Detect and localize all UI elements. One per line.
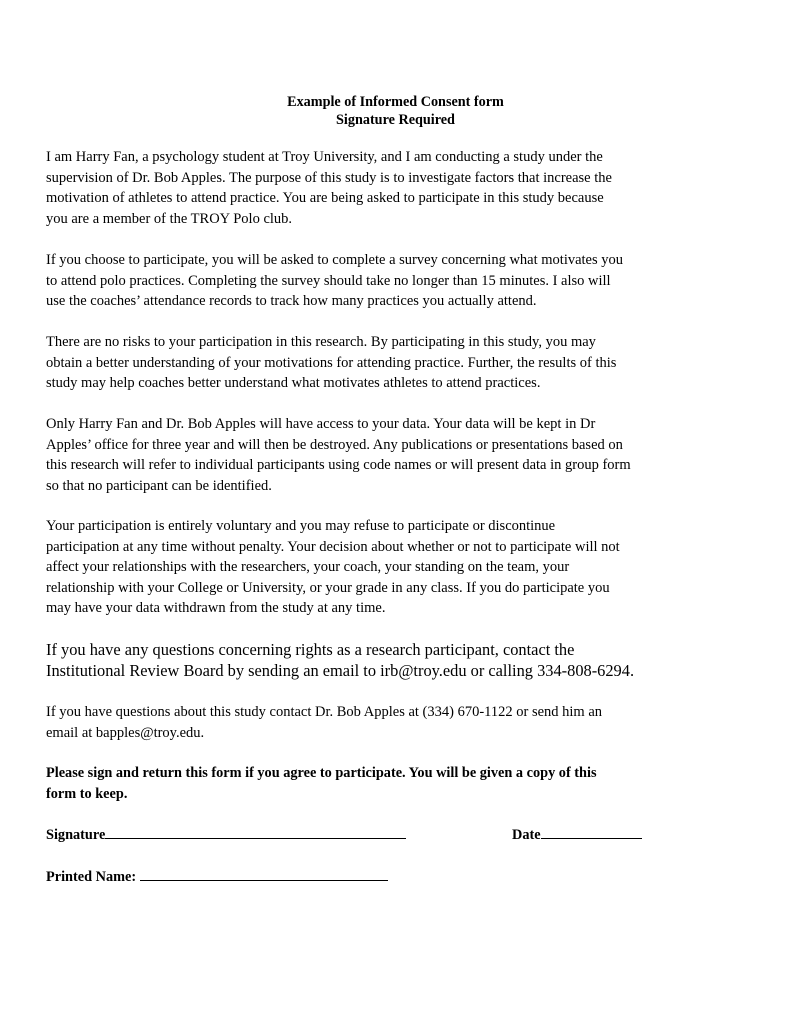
text-line: this research will refer to individual participants using code names or will present data in group form <box>46 457 631 474</box>
paragraph-risks-benefits <box>46 332 686 394</box>
text-line: Please sign and return this form if you agree to participate. You will be given a copy of this <box>46 765 597 781</box>
text-line: motivation of athletes to attend practice. You are being asked to participate in this study because <box>46 190 604 207</box>
date-row <box>512 826 642 844</box>
text-line: email at bapples@troy.edu. <box>46 724 205 741</box>
text-line: affect your relationships with the researchers, your coach, your standing on the team, your <box>46 559 570 576</box>
paragraph-procedure <box>46 250 686 312</box>
text-line: Your participation is entirely voluntary and you may refuse to participate or discontinue <box>46 518 556 534</box>
paragraph-confidentiality <box>46 414 686 496</box>
text-line: study may help coaches better understand what motivates athletes to attend practices. <box>46 375 541 392</box>
text-line: to attend polo practices. Completing the survey should take no longer than 15 minutes. I also will <box>46 272 611 289</box>
text-line: If you have questions about this study contact Dr. Bob Apples at (334) 670-1122 or send him an <box>46 704 603 720</box>
text-line: so that no participant can be identified. <box>46 477 272 494</box>
text-line: obtain a better understanding of your motivations for attending practice. Further, the results of this <box>46 354 617 371</box>
date-label: Date <box>512 827 541 843</box>
text-line: may have your data withdrawn from the study at any time. <box>46 600 386 617</box>
signature-row <box>46 826 406 844</box>
printed-name-row <box>46 868 388 886</box>
paragraph-sign-instruction <box>46 763 686 804</box>
text-line: Apples’ office for three year and will then be destroyed. Any publications or presentations based on <box>46 436 623 453</box>
text-line: participation at any time without penalty. Your decision about whether or not to participate will not <box>46 538 620 555</box>
text-line: There are no risks to your participation in this research. By participating in this study, you may <box>46 334 596 350</box>
text-line: If you choose to participate, you will be asked to complete a survey concerning what motivates you <box>46 252 624 268</box>
printed-name-field[interactable] <box>140 868 388 881</box>
form-title-block <box>0 93 791 129</box>
text-line: relationship with your College or University, or your grade in any class. If you do participate you <box>46 579 610 596</box>
paragraph-voluntary <box>46 516 686 619</box>
text-line: Institutional Review Board by sending an email to irb@troy.edu or calling 334-808-6294. <box>46 660 635 680</box>
signature-field[interactable] <box>105 826 406 839</box>
form-subtitle: Signature Required <box>336 112 455 128</box>
signature-label: Signature <box>46 827 106 843</box>
text-line: supervision of Dr. Bob Apples. The purpose of this study is to investigate factors that increase the <box>46 169 612 186</box>
paragraph-study-contact <box>46 702 686 743</box>
text-line: form to keep. <box>46 785 128 802</box>
date-field[interactable] <box>541 826 642 839</box>
form-title: Example of Informed Consent form <box>287 94 504 110</box>
paragraph-irb-contact <box>46 640 686 681</box>
printed-name-label: Printed Name: <box>46 869 137 885</box>
text-line: use the coaches’ attendance records to track how many practices you actually attend. <box>46 293 537 310</box>
text-line: I am Harry Fan, a psychology student at Troy University, and I am conducting a study under the <box>46 149 603 165</box>
text-line: you are a member of the TROY Polo club. <box>46 210 293 227</box>
paragraph-introduction <box>46 147 686 229</box>
text-line: If you have any questions concerning rights as a research participant, contact the <box>46 640 575 659</box>
text-line: Only Harry Fan and Dr. Bob Apples will have access to your data. Your data will be kept in Dr <box>46 416 596 432</box>
